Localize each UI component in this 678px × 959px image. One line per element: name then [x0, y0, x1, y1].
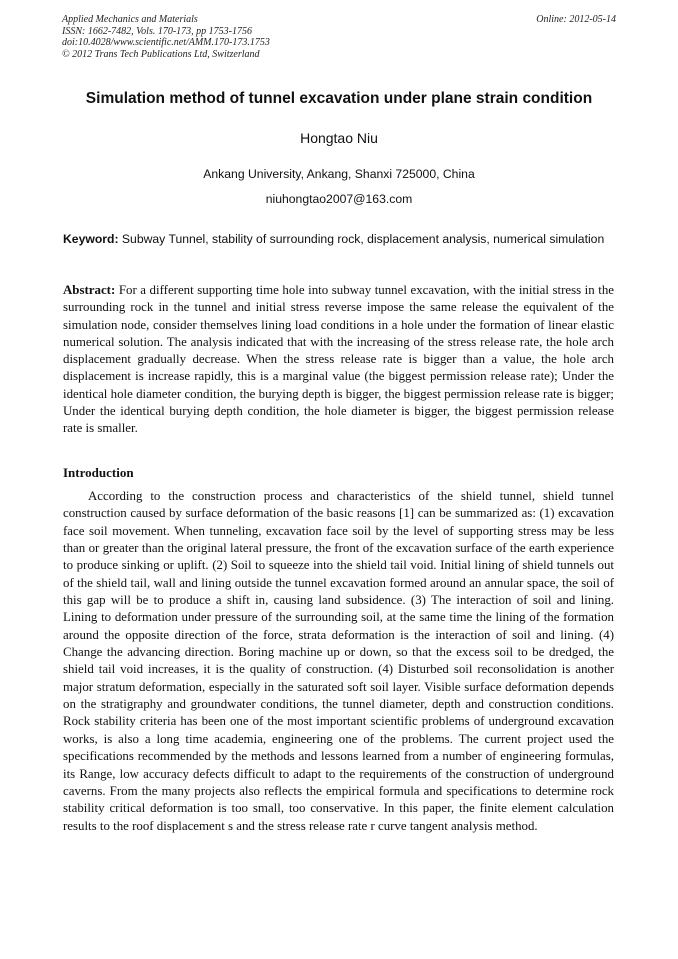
- abstract-section: [63, 282, 614, 438]
- doi-line: doi:10.4028/www.scientific.net/AMM.170-173.1753: [62, 37, 270, 48]
- copyright-line: © 2012 Trans Tech Publications Ltd, Switzerland: [62, 48, 260, 60]
- keywords-section: [63, 231, 614, 247]
- keywords-text: Subway Tunnel, stability of surrounding rock, displacement analysis, numerical simulation: [121, 232, 605, 246]
- paper-title: Simulation method of tunnel excavation under plane strain condition: [85, 90, 593, 107]
- author-affiliation: Ankang University, Ankang, Shanxi 725000, China: [203, 167, 475, 181]
- online-date: Online: 2012-05-14: [536, 14, 616, 25]
- introduction-heading: Introduction: [63, 465, 134, 480]
- abstract-label: Abstract:: [63, 283, 116, 297]
- journal-name: Applied Mechanics and Materials: [62, 14, 198, 25]
- issn-line: ISSN: 1662-7482, Vols. 170-173, pp 1753-1756: [62, 25, 252, 37]
- keywords-label: Keyword:: [63, 232, 119, 246]
- author-name: Hongtao Niu: [300, 130, 378, 146]
- journal-header: [62, 14, 616, 60]
- author-email: niuhongtao2007@163.com: [265, 192, 413, 206]
- abstract-text: For a different supporting time hole into subway tunnel excavation, with the initial stress in the surrounding rock in the tunnel and initial stress reverse impose the same release the equivalent of the simulation node, consider themselves lining load conditions in a hole under the formation of linear elastic numerical solution. The analysis indicated that with the increasing of the stress release rate, the hole arch displacement gradually decrease. When the stress release rate is bigger than a value, the hole arch displacement is increase rapidly, this is a marginal value (the biggest permission release rate); Under the identical hole diameter condition, the burying depth is bigger, the biggest permission release rate is bigger; Under the identical burying depth condition, the hole diameter is bigger, the biggest permission release rate is smaller.: [63, 283, 614, 436]
- introduction-paragraph: According to the construction process and characteristics of the shield tunnel, shield tunnel construction caused by surface deformation of the basic reasons [1] can be summarized as: (1) excavation face soil movement. When tunneling, excavation face soil by the level of supporting stress may be less than or greater than the original lateral pressure, the front of the excavation surface of the earth experience to produce sinking or uplift. (2) Soil to squeeze into the shield tail void. Initial lining of shield tunnels out of the shield tail, wall and lining outside the tunnel excavation formed around an annular space, the soil of this gap will be to produce a shift in, causing land subsidence. (3) The interaction of soil and lining. Lining to deformation under pressure of the surrounding soil, at the same time the lining of the formation around the opposite direction of the force, strata deformation is the interaction of soil and lining. (4) Change the advancing direction. Boring machine up or down, so that the excess soil to be dredged, the shield tail void increases, it is the quality of construction. (4) Disturbed soil reconsolidation is another major stratum deformation, especially in the saturated soft soil layer. Visible surface deformation depends on the stratigraphy and groundwater conditions, the tunnel diameter, depth and construction conditions. Rock stability criteria has been one of the most important scientific problems of underground excavation works, is also a long time academia, engineering one of the problems. The current project used the specifications recommended by the methods and lessons learned from a number of engineering formulas, its Range, low accuracy defects difficult to adapt to the requirements of the construction of underground caverns. From the many projects also reflects the empirical formula and specifications to determine rock stability critical deformation is too small, too conservative. In this paper, the finite element calculation results to the roof displacement s and the stress release rate r curve tangent analysis method.: [63, 489, 614, 833]
